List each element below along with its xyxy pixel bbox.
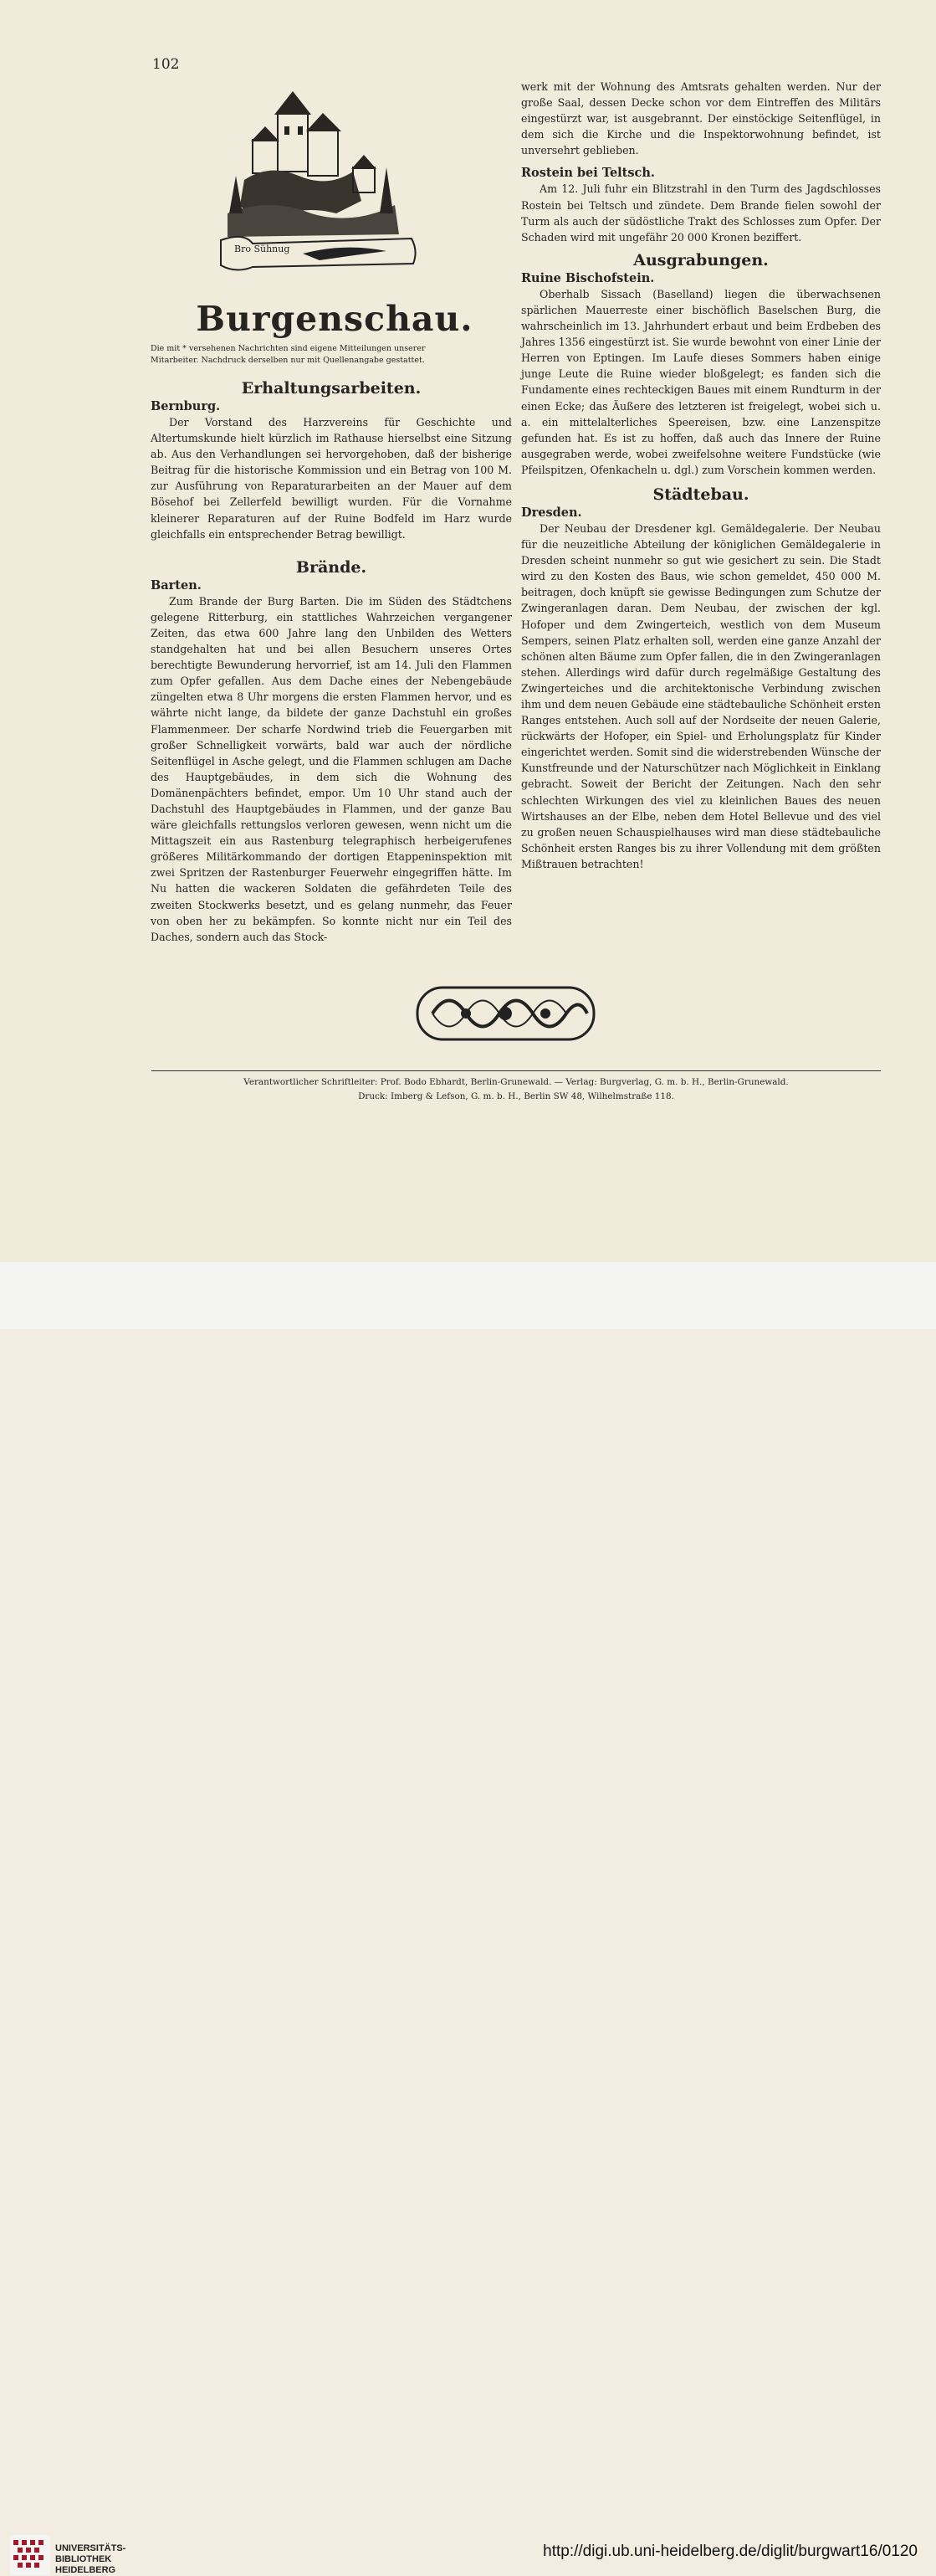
subheading-dresden: Dresden. <box>521 505 582 520</box>
castle-illustration <box>219 88 420 276</box>
imprint <box>151 1075 881 1104</box>
editorial-note <box>151 343 512 367</box>
article-bischofstein: Oberhalb Sissach (Baselland) liegen die überwachsenen spärlichen Mauerreste einer bischöflich Baselschen Burg, die wahrscheinlich im 13. Jahrhundert erbaut und beim Erdbeben des Jahres 1356 eingestürzt ist. Sie wurde bewohnt von einer Linie der Herren von Eptingen. Im Laufe dieses Sommers haben einige junge Leute die Ruine wieder bloßgelegt; es fanden sich die Fundamente eines rechteckigen Baues mit einem Rundturm in der einen Ecke; das Äußere des letzteren ist freigelegt, wobei sich u. a. ein mittelalterliches Speereisen, bzw. eine Lanzenspitze gefunden hat. Es ist zu hoffen, daß auch das Innere der Ruine ausgegraben werde, wobei zweifelsohne weitere Fundstücke (wie Pfeilspitzen, Ofenkacheln u. dgl.) zum Vorschein kommen werden. <box>521 287 881 476</box>
heading-erhaltungsarbeiten: Erhaltungsarbeiten. <box>241 379 422 398</box>
heading-ausgrabungen: Ausgrabungen. <box>633 250 769 269</box>
subheading-bernburg: Bernburg. <box>151 399 221 413</box>
library-logo-icon <box>10 2535 50 2575</box>
subheading-rostein: Rostein bei Teltsch. <box>521 166 655 181</box>
library-name-line: BIBLIOTHEK <box>55 2554 112 2564</box>
subheading-bischofstein: Ruine Bischofstein. <box>521 270 655 285</box>
note-line: Mitarbeiter. Nachdruck derselben nur mit Quellenangabe gestattet. <box>151 356 425 365</box>
article-bernburg: Der Vorstand des Harzvereins für Geschichte und Altertumskunde hielt kürzlich im Rathause hierselbst eine Sitzung ab. Aus den Verhandlungen sei hervorgehoben, daß der bisherige Beitrag für die historische Kommission und ein Betrag von 100 M. zur Ausführung von Reparaturarbeiten an der Mauer auf dem Bösehof bei Zellerfeld bewilligt wurden. Für die Vornahme kleinerer Reparaturen auf der Ruine Bodfeld im Harz wurde gleichfalls ein entsprechender Betrag bewilligt. <box>151 416 512 541</box>
page-number: 102 <box>152 56 180 73</box>
library-name-line: UNIVERSITÄTS- <box>55 2543 126 2553</box>
masthead-title: Burgenschau. <box>196 299 473 339</box>
left-column <box>151 375 512 945</box>
imprint-line: Druck: Imberg & Lefson, G. m. b. H., Berlin SW 48, Wilhelmstraße 118. <box>358 1091 674 1101</box>
article-rostein: Am 12. Juli fuhr ein Blitzstrahl in den Turm des Jagdschlosses Rostein bei Teltsch und zündete. Dem Brande fielen sowohl der Turm als auch der südöstliche Trakt des Schlosses zum Opfer. Der Schaden wird mit ungefähr 20 000 Kronen beziffert. <box>521 182 881 244</box>
viewer-bottom-bar <box>0 1262 936 2575</box>
right-column <box>521 79 881 872</box>
note-line: Die mit * versehenen Nachrichten sind eigene Mitteilungen unserer <box>151 344 426 353</box>
library-name <box>55 2543 125 2576</box>
subheading-barten: Barten. <box>151 577 202 593</box>
banner-text: Bro Sühnug <box>234 244 290 254</box>
library-name-line: HEIDELBERG <box>55 2565 116 2575</box>
ornament-icon <box>416 979 596 1048</box>
footer-rule <box>151 1070 881 1071</box>
article-barten-continued: werk mit der Wohnung des Amtsrats gehalten werden. Nur der große Saal, dessen Decke schon vor dem Eintreffen des Militärs eingestürzt war, ist ausgebrannt. Der einstöckige Seitenflügel, in dem sich die Kirche und die Inspektorwohnung befindet, ist unversehrt geblieben. <box>521 80 881 157</box>
source-url[interactable]: http://digi.ub.uni-heidelberg.de/diglit/burgwart16/0120 <box>543 2543 918 2560</box>
article-dresden: Der Neubau der Dresdener kgl. Gemäldegalerie. Der Neubau für die neuzeitliche Abteilung der königlichen Gemäldegalerie in Dresden scheint nunmehr so gut wie gesichert zu sein. Die Stadt wird zu den Kosten des Baus, wie schon gemeldet, 450 000 M. beitragen, doch knüpft sie gewisse Bedingungen zum Schutze der Zwingeranlagen daran. Dem Neubau, der zwischen der kgl. Hofoper und dem Zwingerteich, westlich von dem Museum Sempers, seinen Platz erhalten soll, werden eine ganze Anzahl der schönen alten Bäume zum Opfer fallen, die in den Zwingeranlagen stehen. Allerdings wird dafür durch regelmäßige Gestaltung des Zwingerteiches und die architektonische Verbindung zwischen ihm und dem neuen Gebäude eine städtebauliche Schönheit ersten Ranges entstehen. Auch soll auf der Nordseite der neuen Galerie, rückwärts der Hofoper, ein Spiel- und Erholungsplatz für Kinder eingerichtet werden. Somit sind die widerstrebenden Wünsche der Kunstfreunde und der Naturschützer nach Möglichkeit in Einklang gebracht. Soweit der Bericht der Zeitungen. Nach den sehr schlechten Wirkungen des viel zu kleinlichen Baues des neuen Wirtshauses an der Elbe, neben dem Hotel Bellevue und des viel zu großen neuen Schauspielhauses wird man diese städtebauliche Schönheit ersten Ranges bis zu ihrer Vollendung mit dem größten Mißtrauen betrachten! <box>521 521 881 870</box>
heading-staedtebau: Städtebau. <box>652 485 749 504</box>
scanned-page <box>0 0 936 1262</box>
heading-braende: Brände. <box>295 557 367 577</box>
article-barten: Zum Brande der Burg Barten. Die im Süden des Städtchens gelegene Ritterburg, ein stattliches Wahrzeichen vergangener Zeiten, das etwa 600 Jahre lang den Unbilden des Wetters standgehalten hat und bei allen Besuchern unseres Ortes berechtigte Bewunderung hervorrief, ist am 14. Juli den Flammen zum Opfer gefallen. Aus dem Dache eines der Nebengebäude züngelten etwa 8 Uhr morgens die ersten Flammen hervor, und es währte nicht lange, da bildete der ganze Dachstuhl ein großes Flammenmeer. Der scharfe Nordwind trieb die Feuergarben mit großer Schnelligkeit vorwärts, bald war auch der nördliche Seitenflügel in Asche gelegt, und die Flammen schlugen am Dache des Hauptgebäudes, in dem sich die Wohnung des Domänenpächters befindet, empor. Um 10 Uhr stand auch der Dachstuhl des Hauptgebäudes in Flammen, und der ganze Bau wäre gleichfalls rettungslos verloren gewesen, wenn nicht um die Mittagszeit ein aus Rastenburg telegraphisch herbeigerufenes größeres Militärkommando der dortigen Etappeninspektion mit zwei Spritzen der Rastenburger Feuerwehr eingegriffen hätte. Im Nu hatten die wackeren Soldaten die gefährdeten Teile des zweiten Stockwerks besetzt, und es gelang nunmehr, das Feuer von oben her zu bekämpfen. So konnte nicht nur ein Teil des Daches, sondern auch das Stock- <box>151 594 512 943</box>
imprint-line: Verantwortlicher Schriftleiter: Prof. Bodo Ebhardt, Berlin-Grunewald. — Verlag: Burgverlag, G. m. b. H., Berlin-Grunewald. <box>243 1077 789 1087</box>
